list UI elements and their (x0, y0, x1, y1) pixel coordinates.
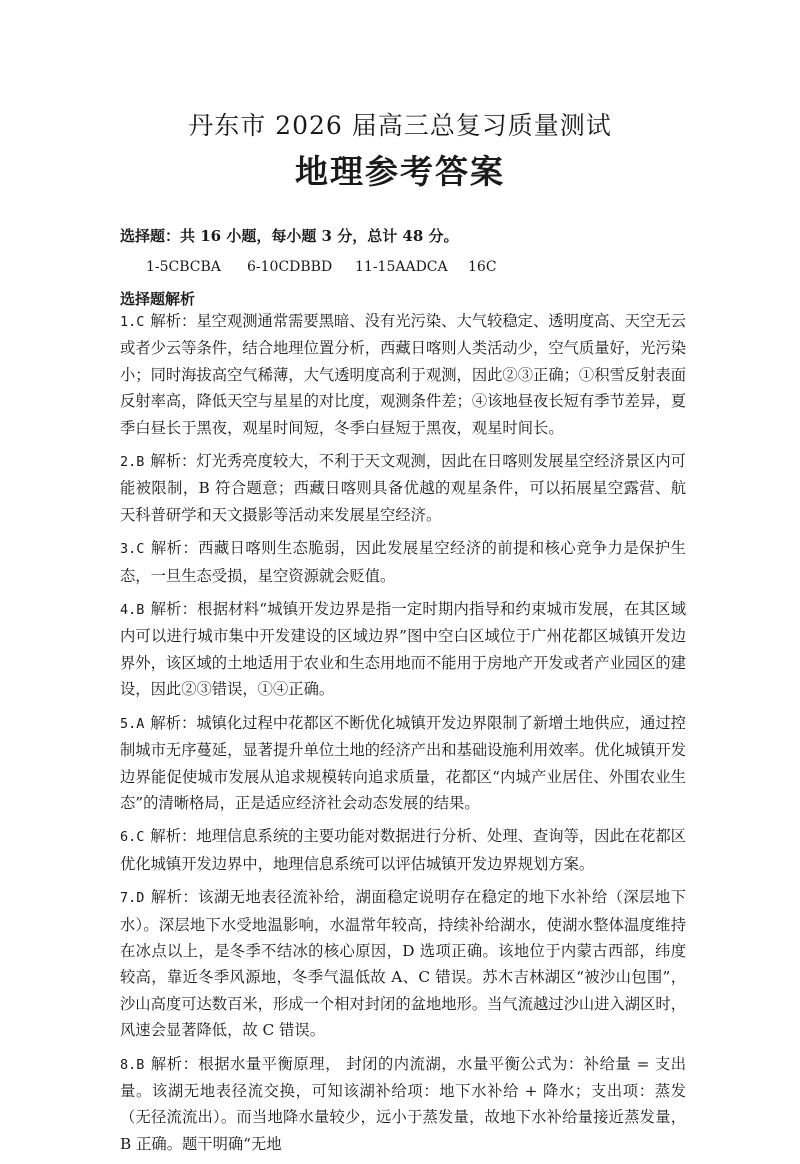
answer-group-6-10: 6-10CDBBD (247, 259, 333, 275)
explanation-item (120, 308, 686, 441)
explanation-label: 解析： (150, 713, 197, 732)
explanation-item (120, 448, 686, 528)
explanation-label: 解析： (150, 1054, 199, 1073)
explanation-text: 根据材料“城镇开发边界是指一定时期内指导和约束城市发展，在其区域内可以进行城市集中开发建设的区域边界”图中空白区域位于广州花都区城镇开发边界外，该区域的土地适用于农业和生态用地而不能用于房地产开发或者产业园区的建设，因此②③错误，①④正确。 (120, 600, 686, 699)
question-number: 6.C (120, 829, 145, 846)
question-number: 1.C (120, 314, 145, 330)
explanation-text: 根据水量平衡原理， 封闭的内流湖，水量平衡公式为：补给量 = 支出量。该湖无地表径流交换，可知该湖补给项：地下水补给 + 降水；支出项：蒸发（无径流流出）。而当地降水量较少，远小于蒸发量，故地下水补给量接近蒸发量，B 正确。题干明确“无地 (120, 1054, 686, 1153)
explanations-list (120, 308, 686, 1164)
answer-group-11-15: 11-15AADCA (355, 259, 448, 275)
explanation-text: 西藏日喀则生态脆弱，因此发展星空经济的前提和核心竞争力是保护生态，一旦生态受损，星空资源就会贬值。 (120, 539, 686, 585)
question-number: 2.B (120, 454, 145, 471)
explanation-item (120, 884, 686, 1043)
explanation-label: 解析： (150, 312, 197, 330)
explanation-label: 解析： (150, 827, 197, 846)
explanation-label: 解析： (150, 888, 199, 907)
question-number: 5.A (120, 715, 145, 732)
explanation-label: 解析： (150, 600, 198, 619)
answer-group-1-5: 1-5CBCBA (146, 259, 221, 275)
question-number: 8.B (120, 1056, 145, 1073)
explanation-text: 该湖无地表径流补给，湖面稳定说明存在稳定的地下水补给（深层地下水）。深层地下水受地温影响，水温常年较高，持续补给湖水，使湖水整体温度维持在冰点以上，是冬季不结冰的核心原因，D 选项正确。该地位于内蒙古西部，纬度较高，靠近冬季风源地，冬季气温低故 A、C 错误。苏木吉林湖区“被沙山包围”，沙山高度可达数百米，形成一个相对封闭的盆地地形。当气流越过沙山进入湖区时，风速会显著降低，故 C 错误。 (120, 888, 686, 1040)
question-number: 4.B (120, 602, 145, 619)
document-subtitle: 地理参考答案 (295, 152, 505, 191)
explanation-text: 星空观测通常需要黑暗、没有光污染、大气较稳定、透明度高、天空无云或者少云等条件，结合地理位置分析，西藏日喀则人类活动少，空气质量好，光污染小；同时海拔高空气稀薄，大气透明度高利于观测，因此②③正确；①积雪反射表面反射率高，降低天空与星星的对比度，观测条件差；④该地昼夜长短有季节差异，夏季白昼长于黑夜，观星时间短，冬季白昼短于黑夜，观星时间长。 (120, 312, 686, 437)
explanation-item (120, 596, 686, 703)
explanation-label: 解析： (150, 452, 197, 471)
question-number: 7.D (120, 890, 145, 907)
explanation-text: 灯光秀亮度较大，不利于天文观测，因此在日喀则发展星空经济景区内可能被限制，B 符合题意；西藏日喀则具备优越的观星条件，可以拓展星空露营、航天科普研学和天文摄影等活动来发展星空经济。 (120, 452, 686, 524)
explanation-item (120, 1051, 686, 1158)
answer-group-16: 16C (468, 259, 497, 275)
explanation-item (120, 823, 686, 877)
section-title: 选择题解析 (120, 290, 196, 308)
question-number: 3.C (120, 541, 145, 558)
document-title: 丹东市 2026 届高三总复习质量测试 (188, 111, 612, 140)
multiple-choice-intro: 选择题：共 16 小题，每小题 3 分，总计 48 分。 (120, 227, 459, 245)
explanation-item (120, 710, 686, 817)
explanation-label: 解析： (150, 539, 199, 558)
explanation-item (120, 535, 686, 589)
explanation-text: 地理信息系统的主要功能对数据进行分析、处理、查询等，因此在花都区优化城镇开发边界中，地理信息系统可以评估城镇开发边界规划方案。 (120, 827, 686, 873)
explanation-text: 城镇化过程中花都区不断优化城镇开发边界限制了新增土地供应，通过控制城市无序蔓延，显著提升单位土地的经济产出和基础设施利用效率。优化城镇开发边界能促使城市发展从追求规模转向追求质量，花都区“内城产业居住、外围农业生态”的清晰格局，正是适应经济社会动态发展的结果。 (120, 713, 686, 812)
